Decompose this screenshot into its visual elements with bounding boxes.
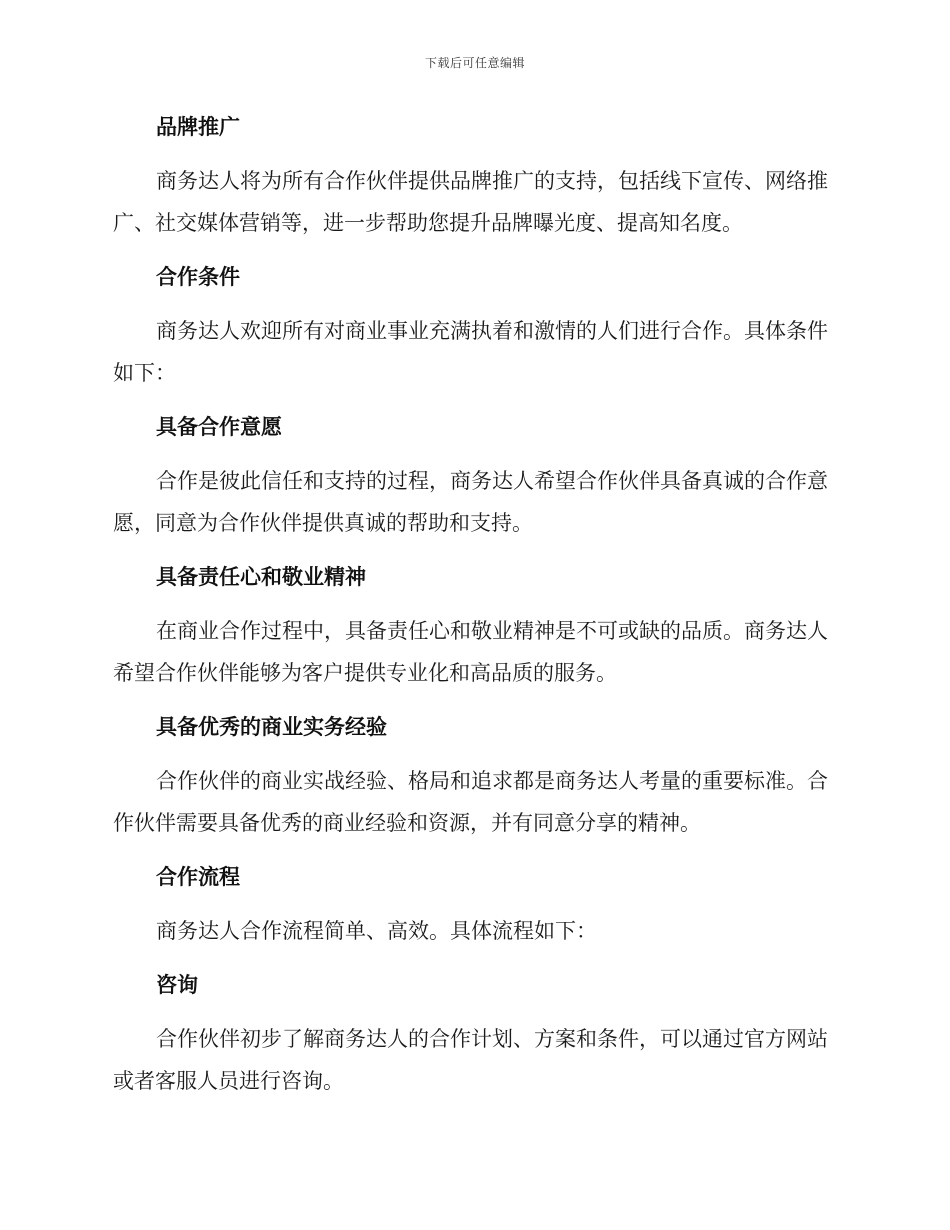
section-heading-cooperation-process: 合作流程 (156, 865, 240, 889)
section-paragraph-responsibility: 在商业合作过程中，具备责任心和敬业精神是不可或缺的品质。商务达人希望合作伙伴能够为客户提供专业化和高品质的服务。 (113, 619, 828, 685)
section-heading-cooperation-conditions: 合作条件 (156, 265, 240, 289)
header-note: 下载后可任意编辑 (424, 56, 525, 70)
document-body (113, 108, 835, 1116)
section-paragraph-brand-promotion: 商务达人将为所有合作伙伴提供品牌推广的支持，包括线下宣传、网络推广、社交媒体营销等，进一步帮助您提升品牌曝光度、提高知名度。 (113, 169, 828, 235)
section-heading-consultation: 咨询 (156, 973, 198, 997)
section-heading-brand-promotion: 品牌推广 (156, 115, 240, 139)
section-heading-responsibility: 具备责任心和敬业精神 (156, 565, 366, 589)
section-paragraph-experience: 合作伙伴的商业实战经验、格局和追求都是商务达人考量的重要标准。合作伙伴需要具备优秀的商业经验和资源，并有同意分享的精神。 (113, 769, 828, 835)
section-paragraph-cooperation-conditions: 商务达人欢迎所有对商业事业充满执着和激情的人们进行合作。具体条件如下： (113, 319, 828, 385)
section-heading-willingness: 具备合作意愿 (156, 415, 282, 439)
section-paragraph-willingness: 合作是彼此信任和支持的过程，商务达人希望合作伙伴具备真诚的合作意愿，同意为合作伙伴提供真诚的帮助和支持。 (113, 469, 828, 535)
section-heading-experience: 具备优秀的商业实务经验 (156, 715, 387, 739)
section-paragraph-consultation: 合作伙伴初步了解商务达人的合作计划、方案和条件，可以通过官方网站或者客服人员进行咨询。 (113, 1027, 828, 1093)
section-paragraph-cooperation-process: 商务达人合作流程简单、高效。具体流程如下： (156, 919, 597, 943)
